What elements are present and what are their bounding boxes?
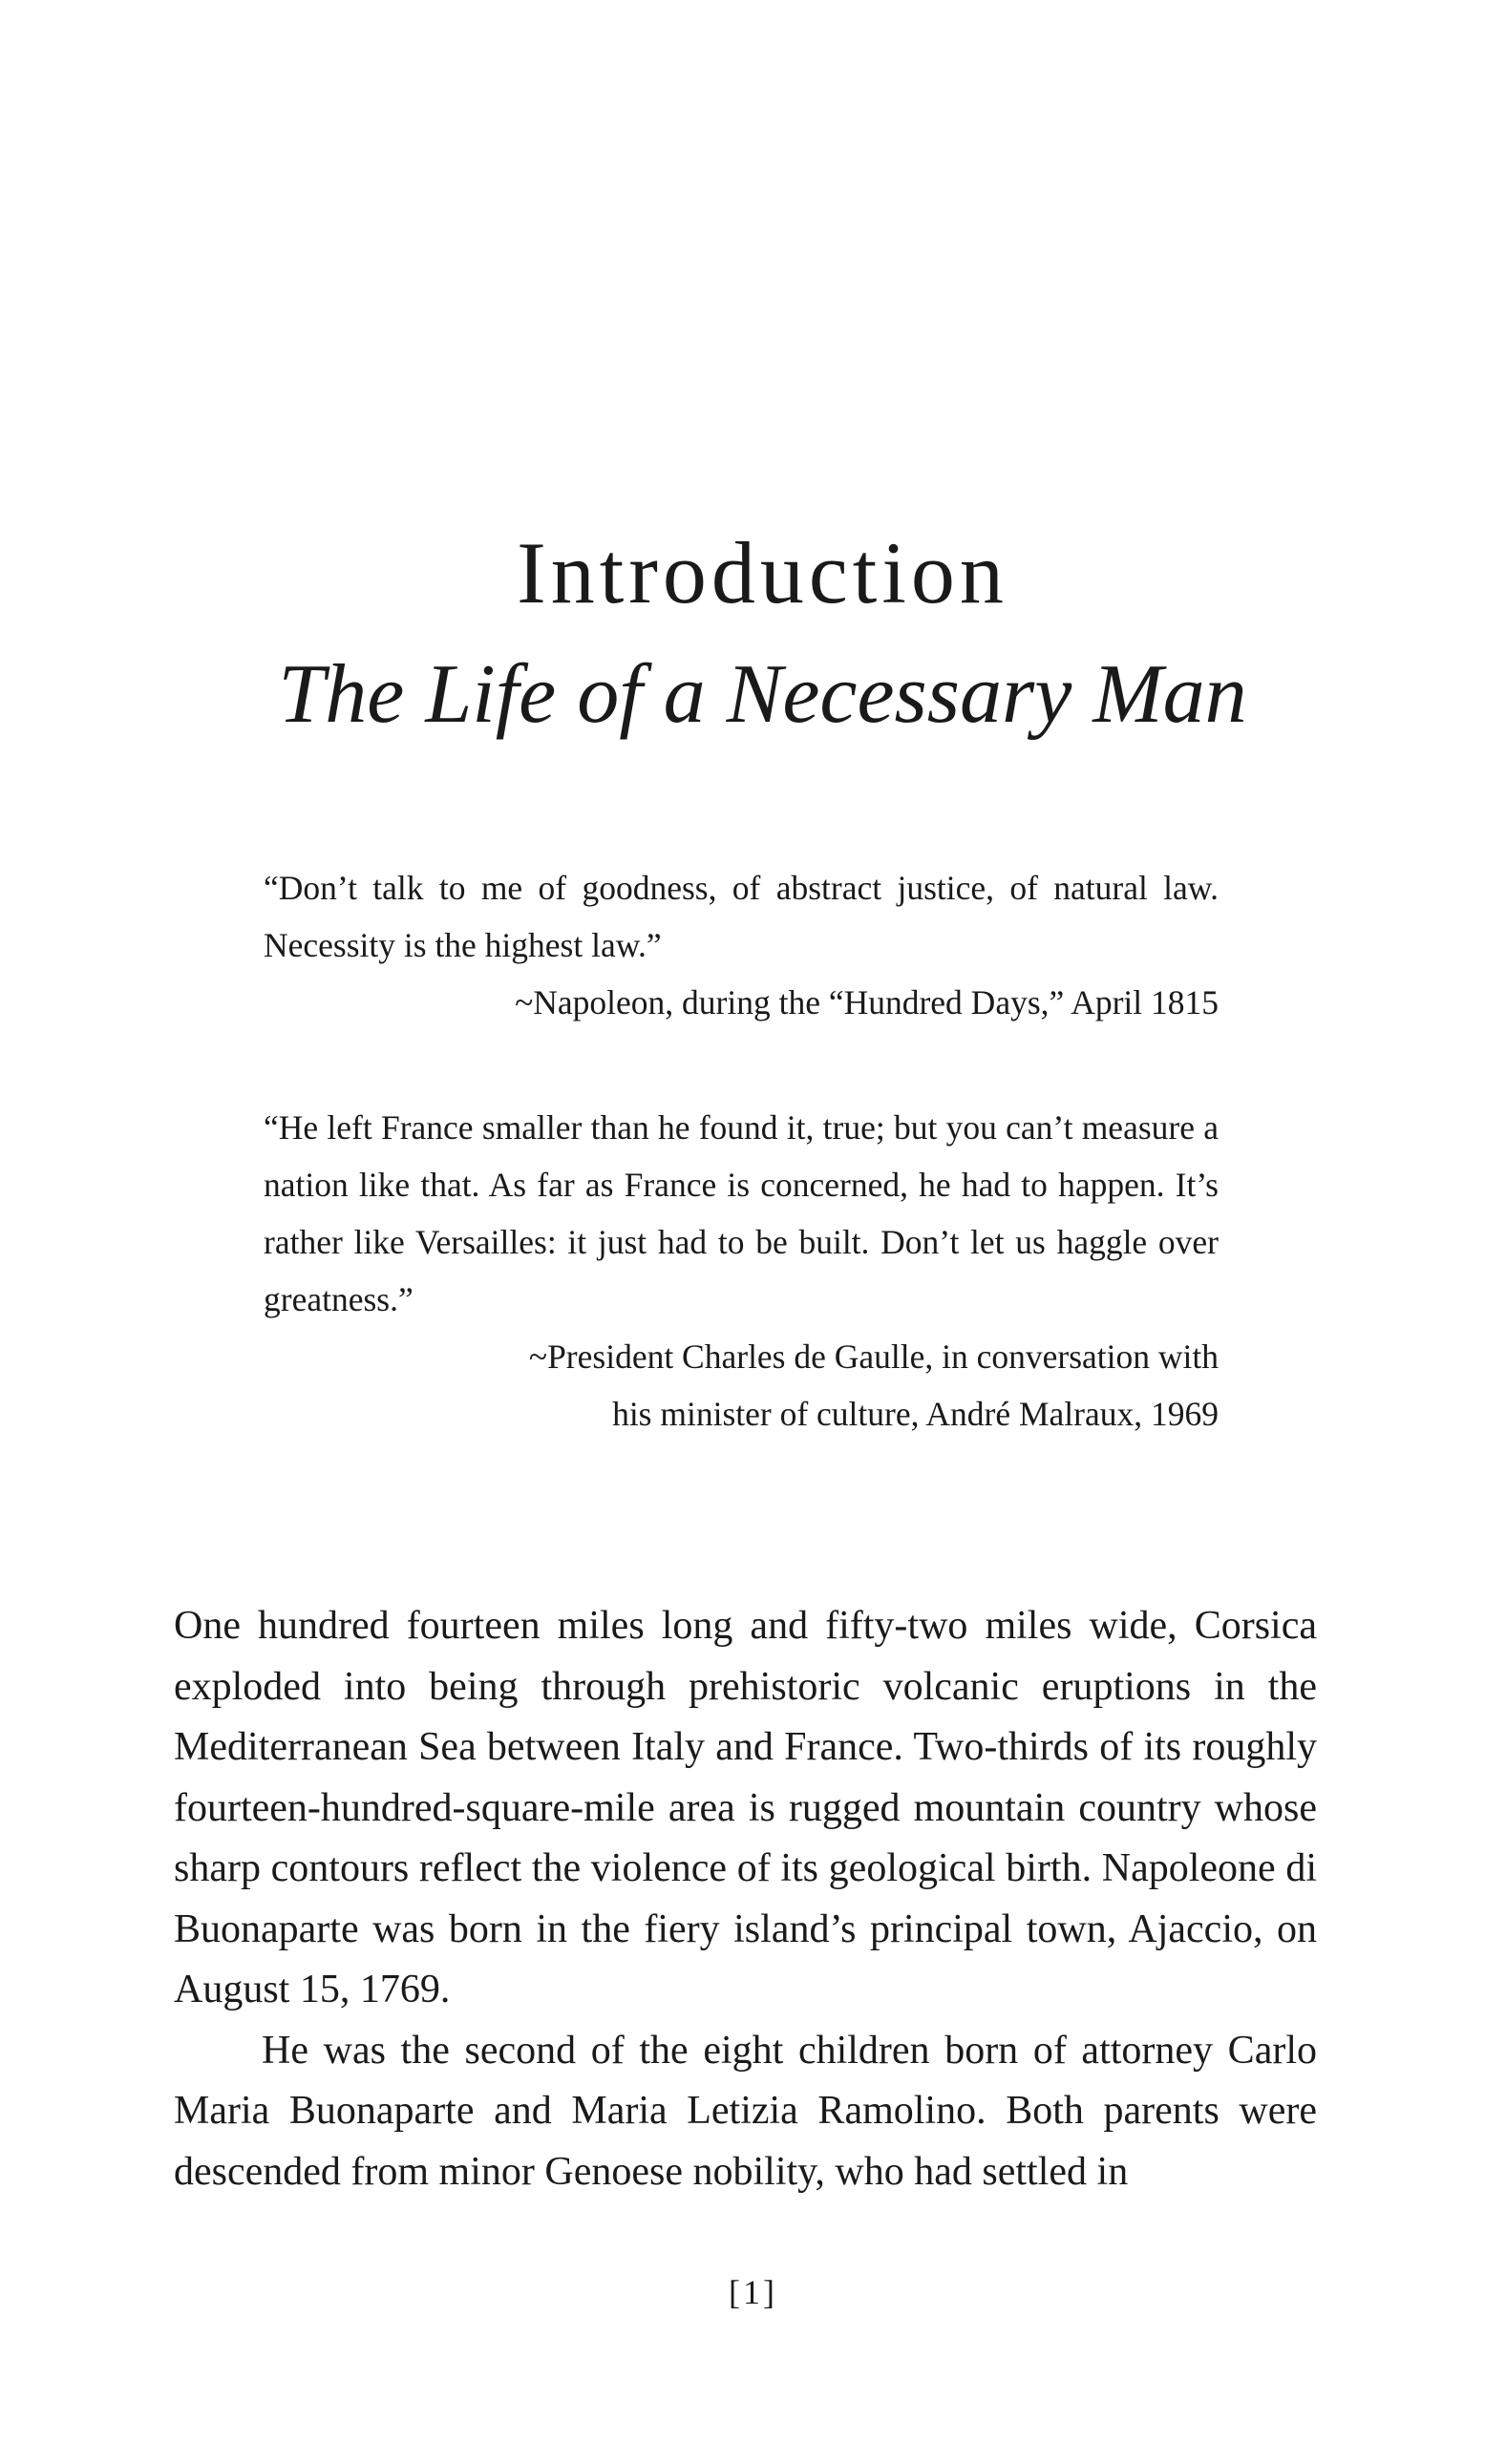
page-number: [1]: [729, 2273, 777, 2311]
body-text: [174, 1596, 1317, 2202]
chapter-subtitle: The Life of a Necessary Man: [278, 648, 1247, 741]
body-paragraph: One hundred fourteen miles long and fifty-two miles wide, Corsica exploded into being through prehistoric volcanic eruptions in the Mediterranean Sea between Italy and France. Two-thirds of its roughly fourteen-hundred-square-mile area is rugged mountain country whose sharp contours reflect the violence of its geological birth. Napoleone di Buonaparte was born in the fiery island’s principal town, Ajaccio, on August 15, 1769.: [174, 1604, 1317, 2011]
epigraph-quote: “He left France smaller than he found it, true; but you can’t measure a nation like that. As far as France is concerned, he had to happen. It’s rather like Versailles: it just had to be built. Don’t let us haggle over greatness.”: [264, 1108, 1219, 1318]
chapter-title: Introduction: [517, 524, 1008, 621]
body-paragraph: He was the second of the eight children born of attorney Carlo Maria Buonaparte and Maria Letizia Ramolino. Both parents were descended from minor Genoese nobility, who had settled in: [174, 2028, 1317, 2194]
epigraph-attribution: ~Napoleon, during the “Hundred Days,” April 1815: [515, 983, 1219, 1021]
epigraph-quote: “Don’t talk to me of goodness, of abstract justice, of natural law. Necessity is the highest law.”: [264, 869, 1219, 964]
epigraph-attribution: his minister of culture, André Malraux, 1969: [612, 1395, 1219, 1433]
epigraph-attribution: ~President Charles de Gaulle, in conversation with: [528, 1337, 1219, 1376]
epigraph-de-gaulle: [264, 1099, 1219, 1443]
epigraph-napoleon: [264, 859, 1219, 1031]
